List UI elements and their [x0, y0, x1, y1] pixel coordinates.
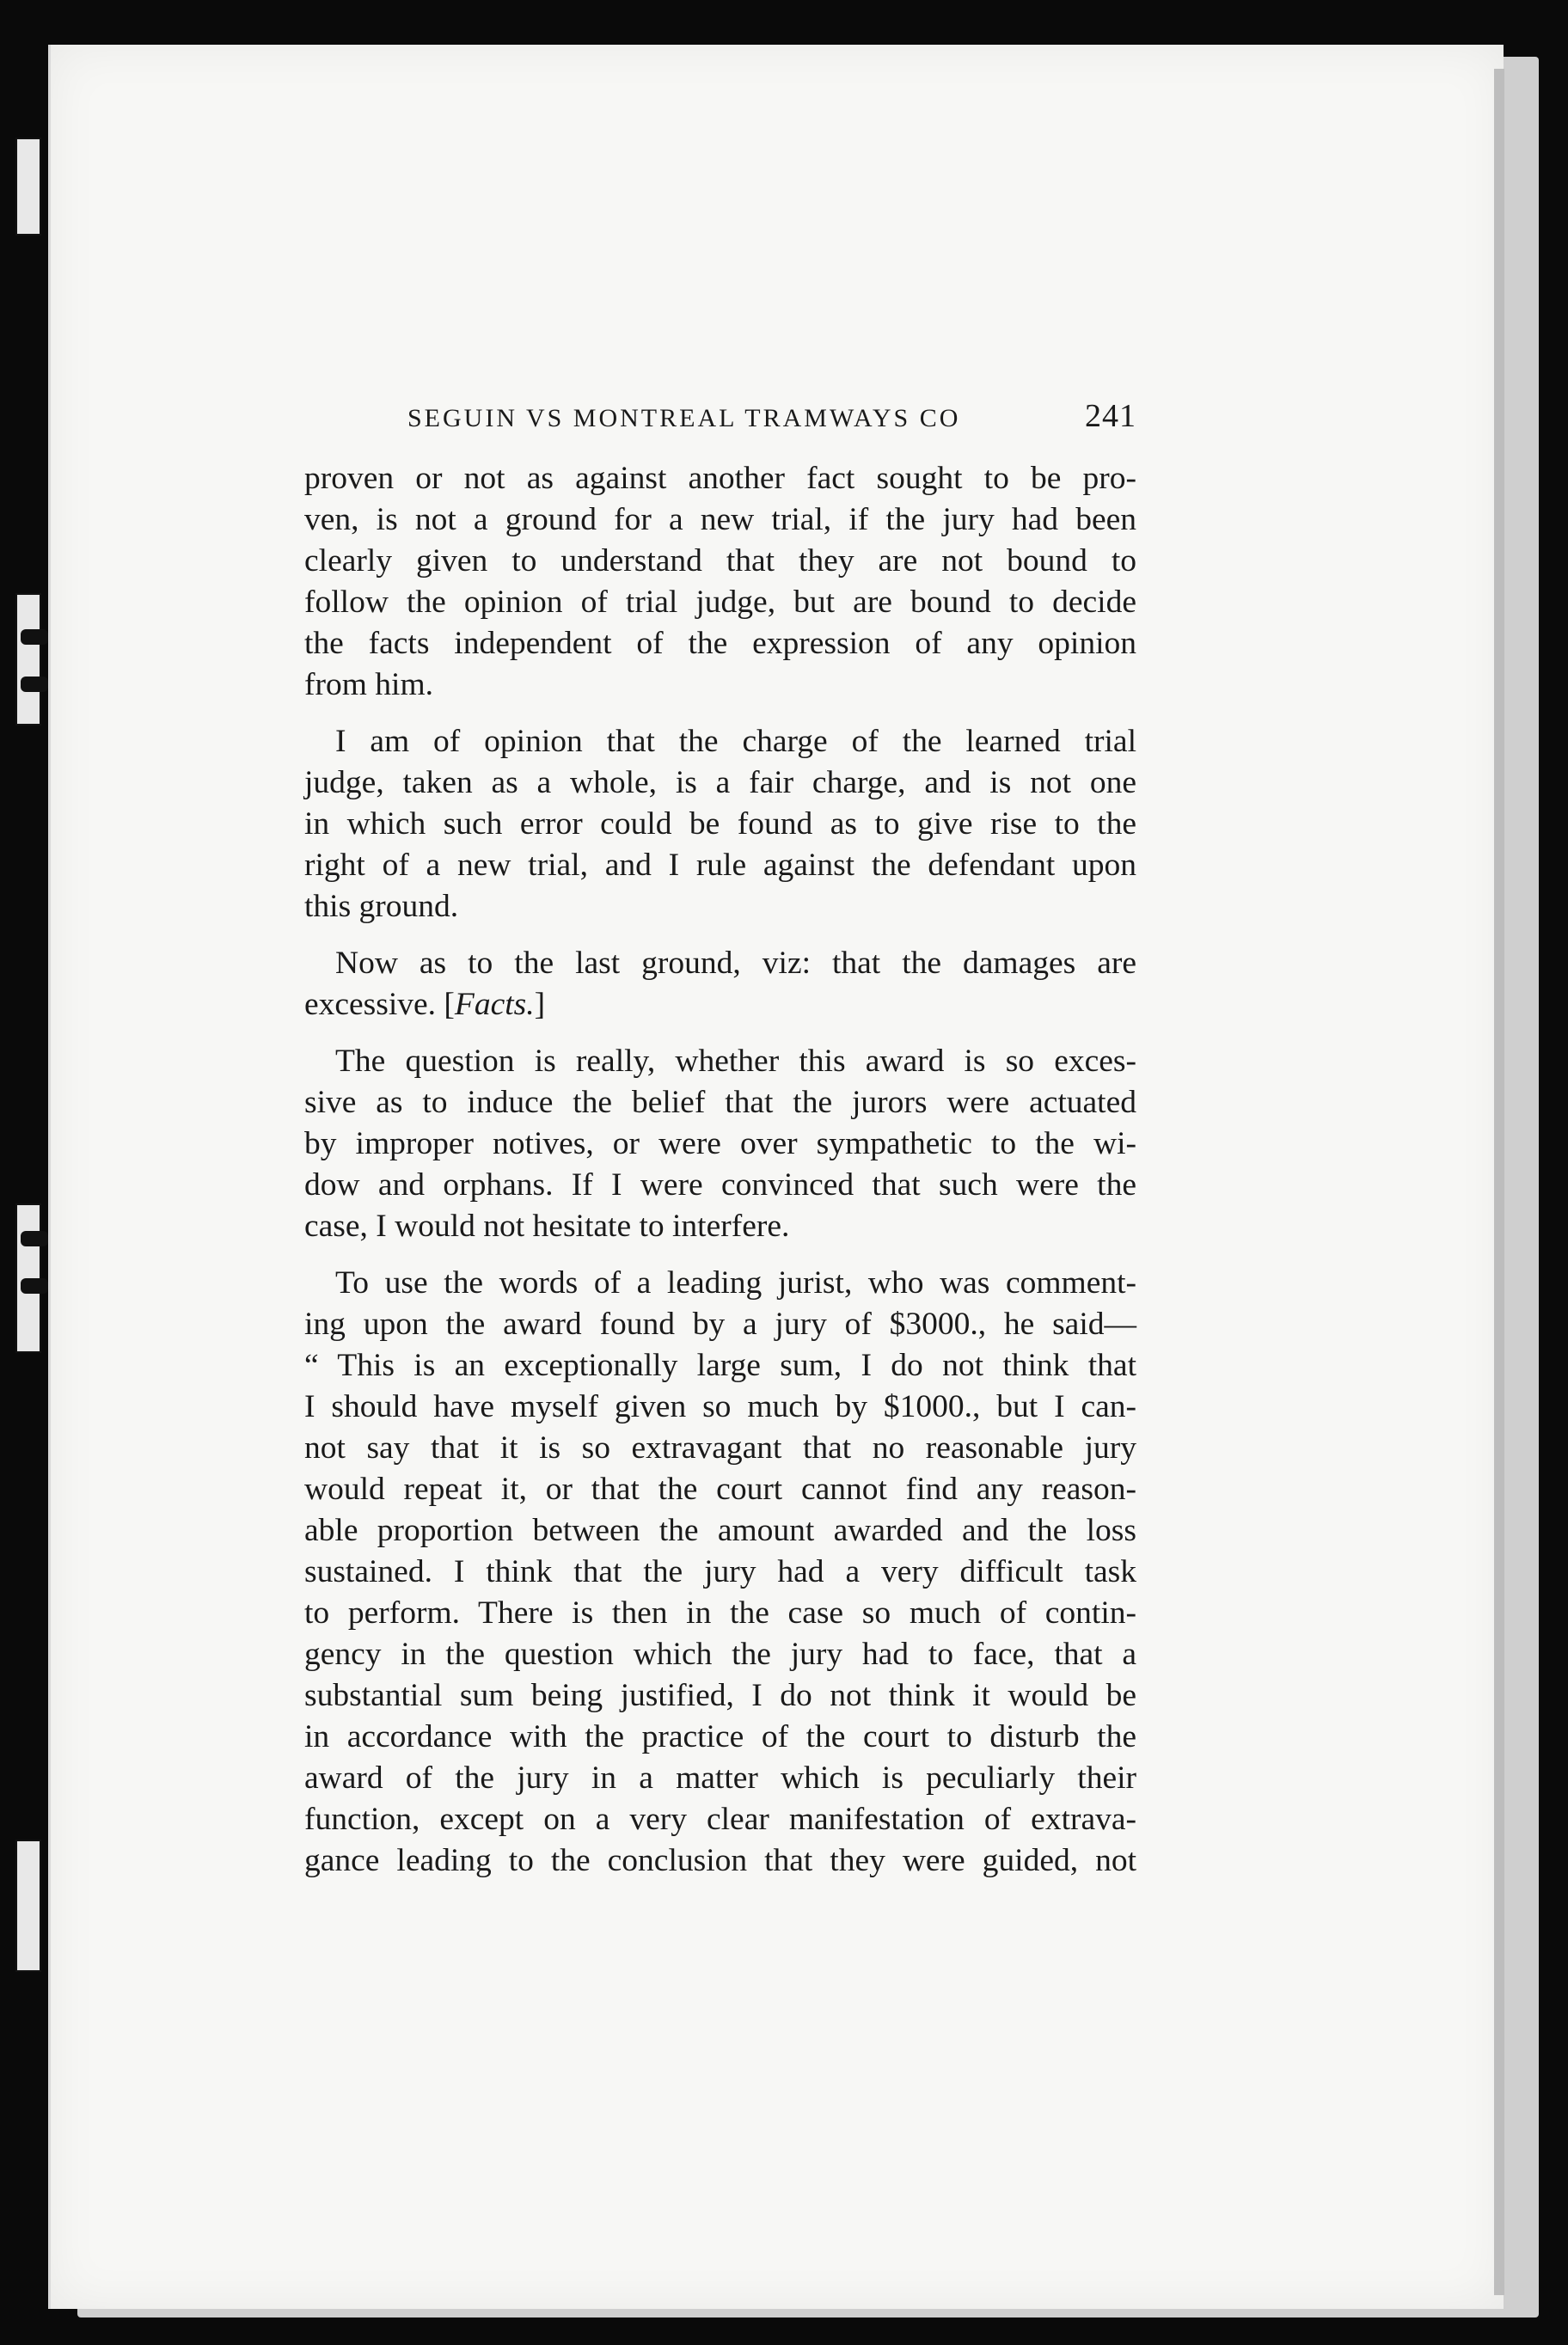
paragraph-3	[304, 943, 1136, 1026]
text-line: To use the words of a leading jurist, who was comment-	[335, 1265, 1136, 1301]
text-line: I am of opinion that the charge of the learned trial	[335, 724, 1136, 759]
text-line: I should have myself given so much by $1000., but I can-	[304, 1389, 1136, 1424]
text-line: excessive. [Facts.]	[304, 987, 546, 1022]
text-line: ven, is not a ground for a new trial, if the jury had been	[304, 502, 1136, 537]
page-number: 241	[1085, 398, 1136, 434]
text-line: The question is really, whether this award is so exces-	[335, 1044, 1136, 1079]
text-line: able proportion between the amount awarded and the loss	[304, 1513, 1136, 1548]
paragraph-5	[304, 1263, 1136, 1882]
page-text	[304, 395, 1136, 1882]
text-line: by improper notives, or were over sympathetic to the wi-	[304, 1126, 1136, 1161]
running-head-title: SEGUIN VS MONTREAL TRAMWAYS CO	[407, 404, 961, 432]
paragraph-1	[304, 458, 1136, 706]
spine-mark	[21, 1231, 48, 1246]
text-line: award of the jury in a matter which is peculiarly their	[304, 1760, 1136, 1796]
text-line: from him.	[304, 667, 433, 702]
text-line: to perform. There is then in the case so much of contin-	[304, 1595, 1136, 1631]
page-edge	[1494, 69, 1504, 2295]
text-line: Now as to the last ground, viz: that the damages are	[335, 946, 1136, 981]
text-line: sustained. I think that the jury had a very difficult task	[304, 1554, 1136, 1589]
spine-mark	[21, 677, 48, 692]
text-line: in accordance with the practice of the court to disturb the	[304, 1719, 1136, 1754]
spine-mark	[21, 629, 48, 645]
text-line: ing upon the award found by a jury of $3000., he said—	[304, 1307, 1136, 1342]
text-line: proven or not as against another fact sought to be pro-	[304, 461, 1136, 496]
text-line: gency in the question which the jury had to face, that a	[304, 1637, 1136, 1672]
text-line: function, except on a very clear manifestation of extrava-	[304, 1802, 1136, 1837]
text-line: clearly given to understand that they are not bound to	[304, 543, 1136, 579]
text-line: the facts independent of the expression of any opinion	[304, 626, 1136, 661]
text-line: in which such error could be found as to give rise to the	[304, 806, 1136, 842]
text-line: would repeat it, or that the court cannot find any reason-	[304, 1472, 1136, 1507]
text-line: follow the opinion of trial judge, but are bound to decide	[304, 585, 1136, 620]
paragraph-2	[304, 721, 1136, 928]
book-spine	[0, 0, 53, 2345]
paragraph-4	[304, 1041, 1136, 1247]
text-line: not say that it is so extravagant that no reasonable jury	[304, 1430, 1136, 1466]
text-line: gance leading to the conclusion that they were guided, not	[304, 1843, 1136, 1878]
spine-label-strip	[15, 1840, 41, 1972]
text-line: sive as to induce the belief that the jurors were actuated	[304, 1085, 1136, 1120]
spine-label-strip	[15, 593, 41, 726]
text-line: right of a new trial, and I rule against the defendant upon	[304, 848, 1136, 883]
text-line: dow and orphans. If I were convinced that such were the	[304, 1167, 1136, 1203]
spine-mark	[21, 1278, 48, 1294]
spine-label-strip	[15, 138, 41, 236]
spine-label-strip	[15, 1203, 41, 1353]
text-line: case, I would not hesitate to interfere.	[304, 1209, 790, 1244]
text-line: substantial sum being justified, I do not think it would be	[304, 1678, 1136, 1713]
text-line: this ground.	[304, 889, 459, 924]
text-line: “ This is an exceptionally large sum, I do not think that	[304, 1348, 1136, 1383]
running-head	[407, 395, 1136, 439]
text-line: judge, taken as a whole, is a fair charge, and is not one	[304, 765, 1136, 800]
